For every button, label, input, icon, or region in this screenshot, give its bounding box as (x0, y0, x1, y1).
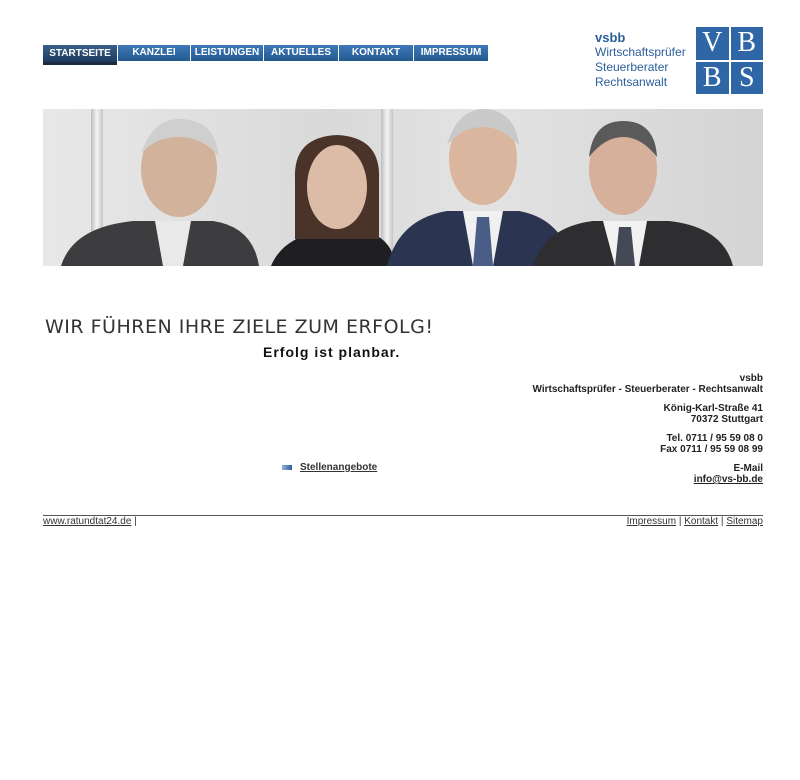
footer-sitemap-link[interactable]: Sitemap (726, 516, 763, 527)
footer-right (627, 516, 763, 527)
address-name: vsbb (739, 373, 763, 384)
address-company (532, 373, 763, 395)
logo-mark[interactable] (696, 27, 763, 94)
person-2 (271, 135, 395, 266)
nav-kontakt[interactable]: KONTAKT (339, 45, 413, 61)
nav-leistungen[interactable]: LEISTUNGEN (191, 45, 263, 61)
nav-startseite[interactable]: STARTSEITE (43, 45, 117, 65)
logo-letter-s: S (731, 62, 764, 95)
address-phone (532, 433, 763, 455)
address-city: 70372 Stuttgart (690, 414, 763, 425)
address-email-block (532, 463, 763, 485)
nav-aktuelles[interactable]: AKTUELLES (264, 45, 338, 61)
email-link[interactable]: info@vs-bb.de (693, 474, 763, 485)
address-profession: Wirtschaftsprüfer - Steuerberater - Rechtsanwalt (532, 384, 763, 395)
nav-impressum[interactable]: IMPRESSUM (414, 45, 488, 61)
jobs-link[interactable]: Stellenangebote (300, 462, 378, 473)
logo-letter-b2: B (696, 62, 729, 95)
footer-left (43, 516, 137, 527)
nav-kanzlei[interactable]: KANZLEI (118, 45, 190, 61)
footer-impressum-link[interactable]: Impressum (626, 516, 677, 527)
person-1 (61, 119, 259, 266)
bullet-icon (282, 465, 292, 470)
person-4 (533, 121, 733, 266)
logo-line-3: Rechtsanwalt (595, 75, 668, 89)
team-photo (43, 109, 763, 266)
logo-line-1: Wirtschaftsprüfer (595, 45, 686, 59)
address-email-label: E-Mail (733, 463, 763, 474)
page (43, 0, 763, 780)
footer-kontakt-link[interactable]: Kontakt (684, 516, 719, 527)
logo-line-2: Steuerberater (595, 60, 669, 74)
logo-letter-b1: B (731, 27, 764, 60)
slogan-subtitle: Erfolg ist planbar. (263, 344, 401, 360)
logo-letter-v: V (696, 27, 729, 60)
footer-left-separator: | (131, 516, 137, 527)
address-fax: Fax 0711 / 95 59 08 99 (660, 444, 763, 455)
footer-separator-2: | (718, 516, 727, 527)
footer-ratundtat-link[interactable]: www.ratundtat24.de (43, 516, 132, 527)
address-tel: Tel. 0711 / 95 59 08 0 (666, 433, 763, 444)
contact-address (532, 373, 763, 493)
logo-brand: vsbb (595, 30, 626, 45)
main-navigation (43, 45, 489, 65)
jobs-item (282, 462, 377, 473)
address-location (532, 403, 763, 425)
team-photo-illustration (43, 109, 763, 266)
address-street: König-Karl-Straße 41 (663, 403, 763, 414)
logo-text (595, 30, 686, 90)
person-3 (387, 109, 573, 266)
slogan: WIR FÜHREN IHRE ZIELE ZUM ERFOLG! (45, 316, 434, 338)
footer-separator-1: | (676, 516, 685, 527)
